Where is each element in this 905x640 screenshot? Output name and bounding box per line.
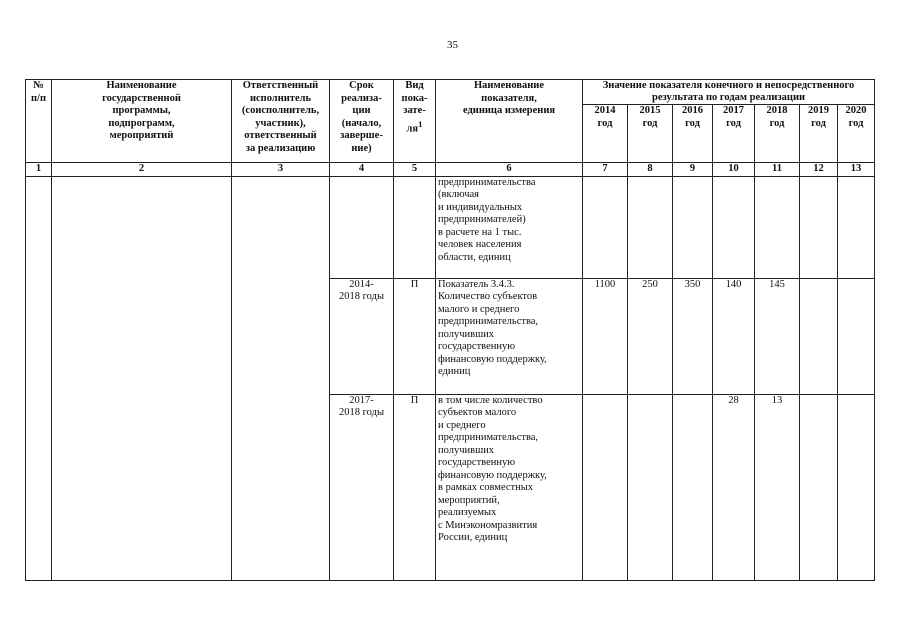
column-number: 3: [232, 163, 330, 177]
column-number: 6: [436, 163, 583, 177]
column-number: 4: [330, 163, 394, 177]
header-program-name: Наименование государственной программы, подпрограмм, мероприятий: [52, 80, 232, 163]
cell-value-2015: [628, 394, 673, 580]
cell-value-2018: 13: [755, 394, 800, 580]
cell-term: [330, 176, 394, 278]
cell-value-2019: [800, 278, 838, 394]
cell-value-2016: 350: [673, 278, 713, 394]
cell-value-2016: [673, 394, 713, 580]
cell-value-2015: 250: [628, 278, 673, 394]
header-year-2017: 2017 год: [713, 105, 755, 163]
column-number: 12: [800, 163, 838, 177]
cell-value-2020: [838, 394, 875, 580]
header-year-2015: 2015 год: [628, 105, 673, 163]
cell-value-2018: [755, 176, 800, 278]
cell-value-2015: [628, 176, 673, 278]
header-year-2019: 2019 год: [800, 105, 838, 163]
column-number: 2: [52, 163, 232, 177]
cell-value-2016: [673, 176, 713, 278]
column-number: 13: [838, 163, 875, 177]
cell-kind: П: [394, 394, 436, 580]
header-year-2014: 2014 год: [583, 105, 628, 163]
header-row-1: [26, 80, 875, 105]
cell-value-2017: 28: [713, 394, 755, 580]
cell-indicator-name: предпринимательства (включая и индивидуальных предпринимателей) в расчете на 1 тыс. человек населения области, единиц: [436, 176, 583, 278]
page-number: 35: [447, 39, 458, 51]
cell-value-2020: [838, 278, 875, 394]
cell-value-2014: [583, 394, 628, 580]
column-number: 7: [583, 163, 628, 177]
cell-value-2014: 1100: [583, 278, 628, 394]
cell-value-2017: 140: [713, 278, 755, 394]
column-number: 11: [755, 163, 800, 177]
cell-term: 2014- 2018 годы: [330, 278, 394, 394]
cell-program-name: [52, 176, 232, 580]
cell-value-2018: 145: [755, 278, 800, 394]
column-numbers-row: [26, 163, 875, 177]
header-year-2020: 2020 год: [838, 105, 875, 163]
indicators-table: [25, 79, 875, 581]
cell-value-2017: [713, 176, 755, 278]
header-indicator-kind-text: Вид пока- зате- ля: [401, 80, 428, 134]
cell-value-2020: [838, 176, 875, 278]
header-term: Срок реализа- ции (начало, заверше- ние): [330, 80, 394, 163]
column-number: 1: [26, 163, 52, 177]
column-number: 5: [394, 163, 436, 177]
cell-number: [26, 176, 52, 580]
cell-indicator-name: Показатель 3.4.3. Количество субъектов малого и среднего предпринимательства, получивших государственную финансовую поддержку, единиц: [436, 278, 583, 394]
cell-value-2019: [800, 394, 838, 580]
cell-term: 2017- 2018 годы: [330, 394, 394, 580]
cell-value-2014: [583, 176, 628, 278]
cell-value-2019: [800, 176, 838, 278]
header-year-2016: 2016 год: [673, 105, 713, 163]
cell-responsible: [232, 176, 330, 580]
header-responsible: Ответственный исполнитель (соисполнитель, участник), ответственный за реализацию: [232, 80, 330, 163]
column-number: 8: [628, 163, 673, 177]
header-indicator-name: Наименование показателя, единица измерения: [436, 80, 583, 163]
cell-kind: [394, 176, 436, 278]
column-number: 9: [673, 163, 713, 177]
table-row: [26, 176, 875, 278]
cell-indicator-name: в том числе количество субъектов малого и среднего предпринимательства, получивших государственную финансовую поддержку, в рамках совместных мероприятий, реализуемых с Минэкономразвития России, единиц: [436, 394, 583, 580]
header-number: № п/п: [26, 80, 52, 163]
cell-kind: П: [394, 278, 436, 394]
header-values-group: Значение показателя конечного и непосредственного результата по годам реализации: [583, 80, 875, 105]
header-indicator-kind: [394, 80, 436, 163]
column-number: 10: [713, 163, 755, 177]
footnote-mark: 1: [418, 118, 423, 129]
header-year-2018: 2018 год: [755, 105, 800, 163]
